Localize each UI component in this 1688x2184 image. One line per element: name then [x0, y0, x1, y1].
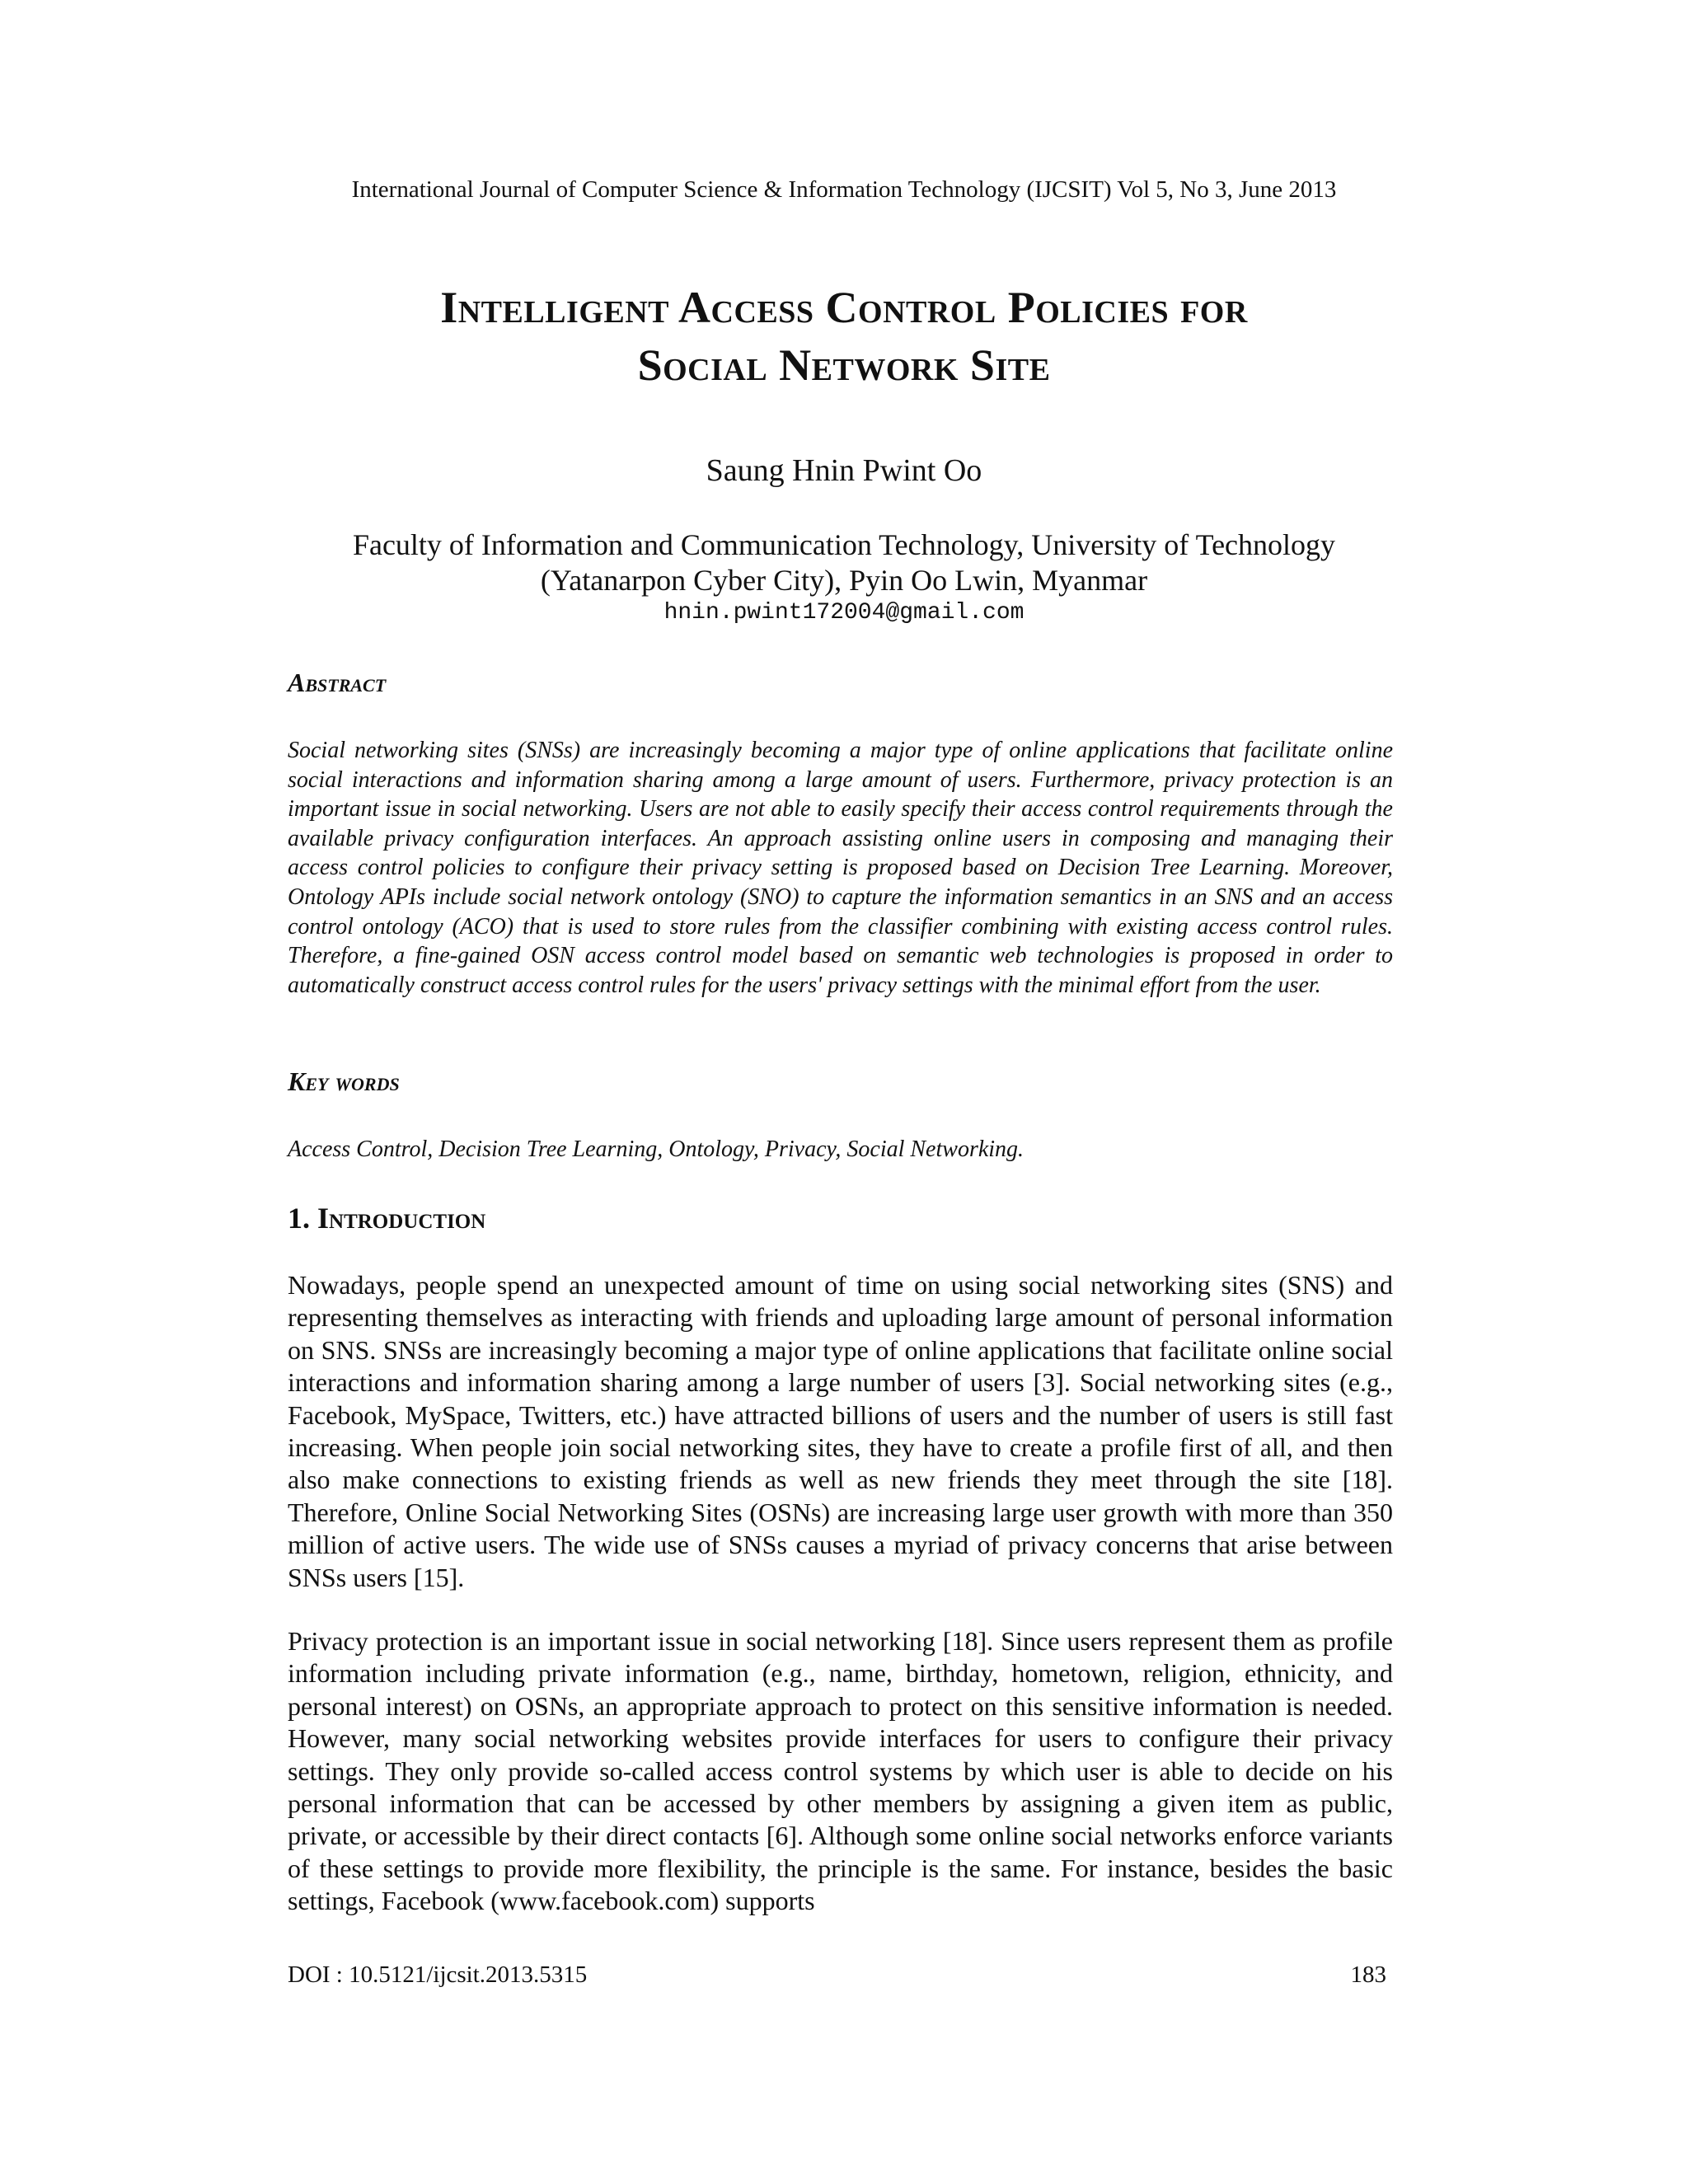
- title-line-2: Social Network Site: [637, 340, 1051, 390]
- title-line-1: Intelligent Access Control Policies for: [440, 283, 1248, 332]
- running-head: International Journal of Computer Science & Information Technology (IJCSIT) Vol 5, No 3, June 2013: [351, 176, 1337, 203]
- abstract-text: Social networking sites (SNSs) are increasingly becoming a major type of online applications that facilitate online social interactions and information sharing among a large amount of users. Furthermore, privacy protection is an important issue in social networking. Users are not able to easily specify their access control requirements through the available privacy configuration interfaces. An approach assisting online users in composing and managing their access control policies to configure their privacy setting is proposed based on Decision Tree Learning. Moreover, Ontology APIs include social network ontology (SNO) to capture the information semantics in an SNS and an access control ontology (ACO) that is used to store rules from the classifier combining with existing access control rules. Therefore, a fine-gained OSN access control model based on semantic web technologies is proposed in order to automatically construct access control rules for the users' privacy settings with the minimal effort from the user.: [288, 738, 1393, 998]
- introduction-heading: 1. Introduction: [288, 1202, 486, 1235]
- author-email: hnin.pwint172004@gmail.com: [663, 600, 1025, 626]
- page-number: 183: [1350, 1961, 1386, 1988]
- doi-footer: DOI : 10.5121/ijcsit.2013.5315: [288, 1961, 588, 1988]
- introduction-paragraph-1: Nowadays, people spend an unexpected amount of time on using social networking sites (SNS) and representing themselves as interacting with friends and uploading large amount of personal information on SNS. SNSs are increasingly becoming a major type of online applications that facilitate online social interactions and information sharing among a large number of users [3]. Social networking sites (e.g., Facebook, MySpace, Twitters, etc.) have attracted billions of users and the number of users is still fast increasing. When people join social networking sites, they have to create a profile first of all, and then also make connections to existing friends as well as new friends they meet through the site [18]. Therefore, Online Social Networking Sites (OSNs) are increasing large user growth with more than 350 million of active users. The wide use of SNSs causes a myriad of privacy concerns that arise between SNSs users [15].: [288, 1270, 1393, 1592]
- keywords-text: Access Control, Decision Tree Learning, Ontology, Privacy, Social Networking.: [288, 1137, 1025, 1162]
- abstract-heading: Abstract: [288, 668, 387, 697]
- author-name: Saung Hnin Pwint Oo: [706, 453, 982, 488]
- author-affiliation: [0, 527, 1688, 598]
- keywords-heading: Key words: [288, 1066, 400, 1096]
- paper-title: [0, 279, 1688, 394]
- introduction-paragraph-2: Privacy protection is an important issue in social networking [18]. Since users represent them as profile information including private information (e.g., name, birthday, hometown, religion, ethnicity, and personal interest) on OSNs, an appropriate approach to protect on this sensitive information is needed. However, many social networking websites provide interfaces for users to configure their privacy settings. They only provide so-called access control systems by which user is able to decide on his personal information that can be accessed by other members by assigning a given item as public, private, or accessible by their direct contacts [6]. Although some online social networks enforce variants of these settings to provide more flexibility, the principle is the same. For instance, besides the basic settings, Facebook (www.facebook.com) supports: [288, 1626, 1393, 1916]
- affiliation-line-1: Faculty of Information and Communication Technology, University of Technology: [352, 528, 1336, 561]
- affiliation-line-2: (Yatanarpon Cyber City), Pyin Oo Lwin, Myanmar: [540, 564, 1148, 597]
